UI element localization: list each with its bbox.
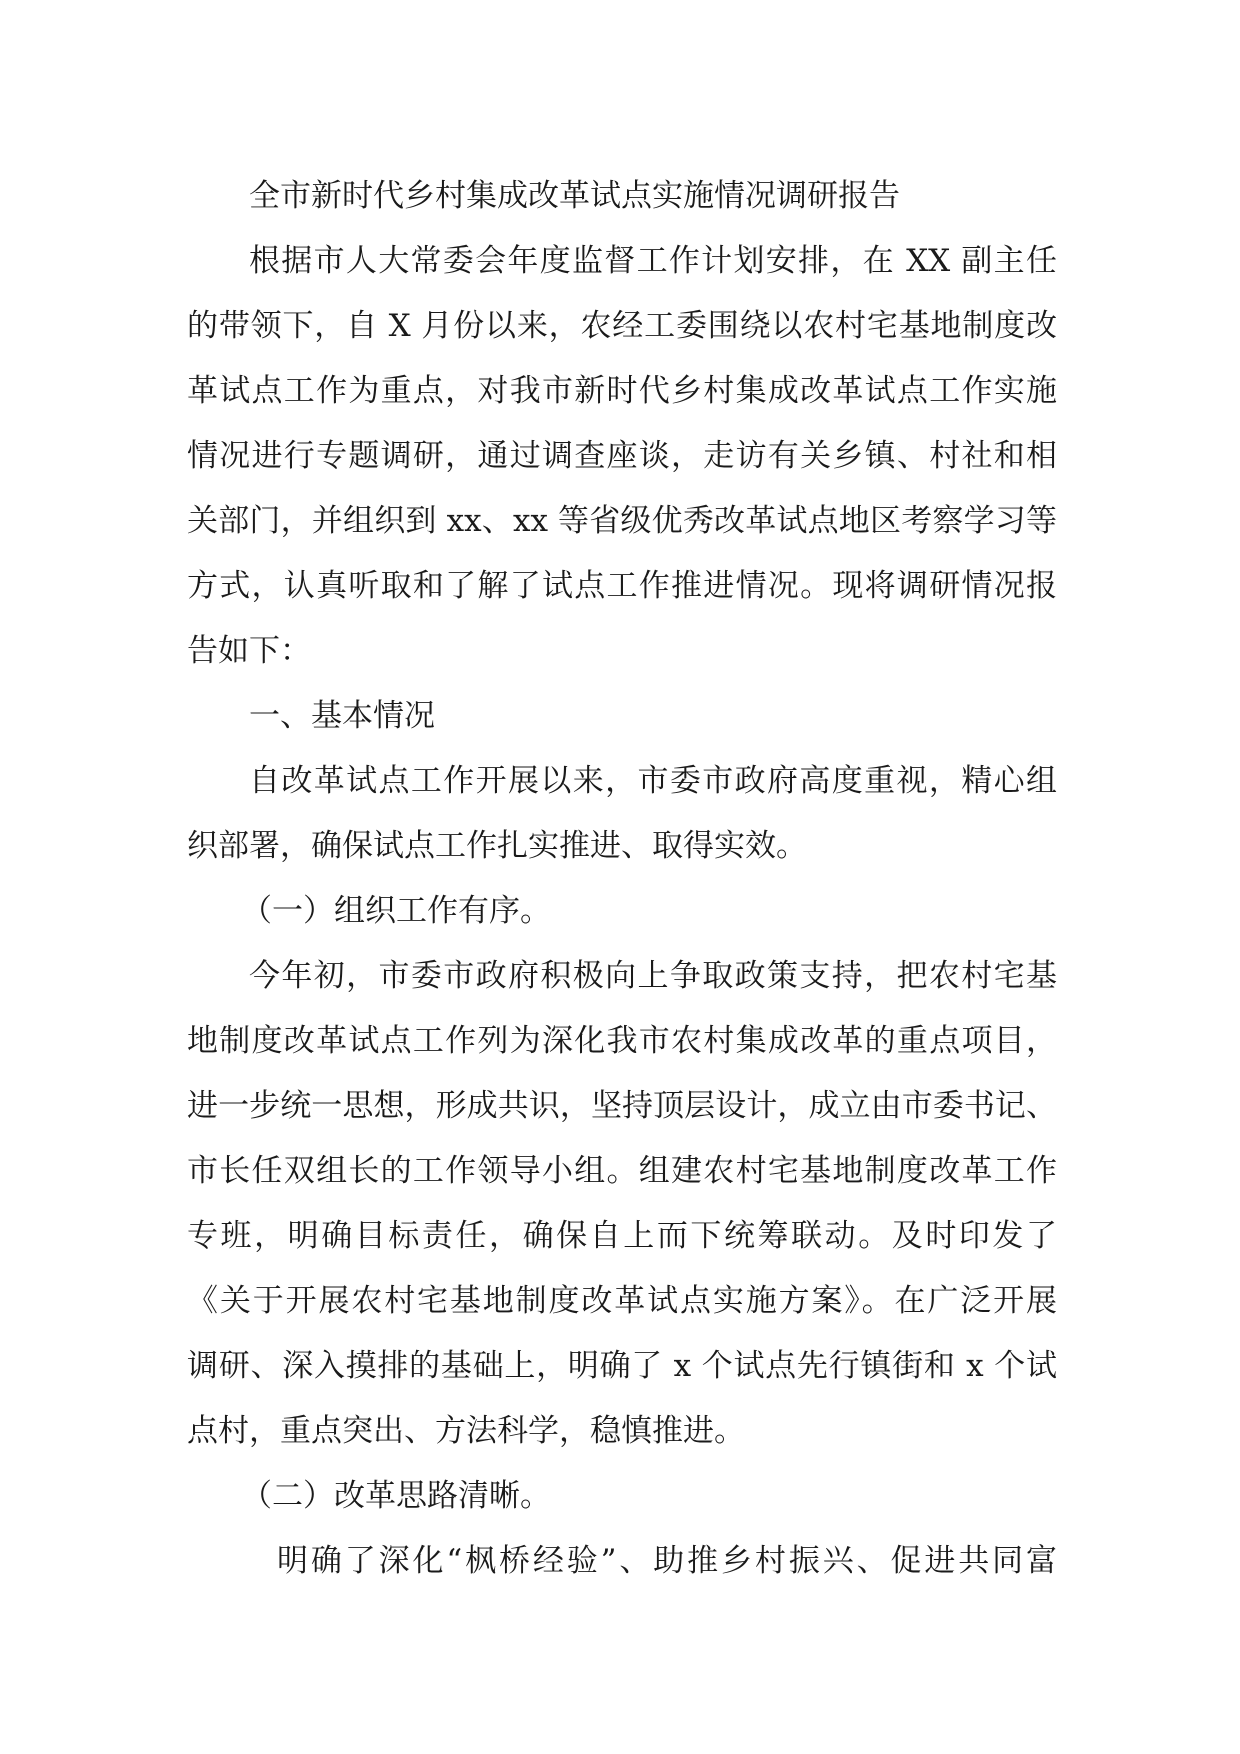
paragraph-line: 告如下： <box>187 633 311 669</box>
subsection-heading: （一）组织工作有序。 <box>241 893 551 929</box>
paragraph-line: 织部署，确保试点工作扎实推进、取得实效。 <box>187 828 807 864</box>
intro-paragraph <box>187 229 1057 684</box>
paragraph-line: 革试点工作为重点，对我市新时代乡村集成改革试点工作实施 <box>187 373 1057 409</box>
paragraph-line: 专班，明确目标责任，确保自上而下统筹联动。及时印发了 <box>187 1218 1057 1254</box>
paragraph-line: 进一步统一思想，形成共识，坚持顶层设计，成立由市委书记、 <box>187 1088 1057 1124</box>
paragraph-line: 点村，重点突出、方法科学，稳慎推进。 <box>187 1413 745 1449</box>
paragraph-line: 根据市人大常委会年度监督工作计划安排，在 XX 副主任 <box>249 243 1057 279</box>
subsection-heading: （二）改革思路清晰。 <box>241 1478 551 1514</box>
paragraph-line: 明确了深化“枫桥经验”、助推乡村振兴、促进共同富 <box>277 1543 1057 1579</box>
paragraph-line: 《关于开展农村宅基地制度改革试点实施方案》。在广泛开展 <box>187 1283 1057 1319</box>
paragraph-line: 今年初，市委市政府积极向上争取政策支持，把农村宅基 <box>249 958 1057 994</box>
section-1-paragraph <box>187 749 1057 879</box>
subsection-1-paragraph <box>187 944 1057 1464</box>
paragraph-line: 关部门，并组织到 xx、xx 等省级优秀改革试点地区考察学习等 <box>187 503 1057 539</box>
paragraph-line: 地制度改革试点工作列为深化我市农村集成改革的重点项目， <box>187 1023 1057 1059</box>
paragraph-line: 情况进行专题调研，通过调查座谈，走访有关乡镇、村社和相 <box>187 438 1057 474</box>
subsection-2-paragraph <box>187 1529 1057 1594</box>
paragraph-line: 市长任双组长的工作领导小组。组建农村宅基地制度改革工作 <box>187 1153 1057 1189</box>
paragraph-line: 的带领下，自 X 月份以来，农经工委围绕以农村宅基地制度改 <box>187 308 1057 344</box>
document-body <box>187 164 1057 1594</box>
paragraph-line: 方式，认真听取和了解了试点工作推进情况。现将调研情况报 <box>187 568 1057 604</box>
paragraph-line: 调研、深入摸排的基础上，明确了 x 个试点先行镇街和 x 个试 <box>187 1348 1057 1384</box>
section-heading: 一、基本情况 <box>249 698 435 734</box>
page-title: 全市新时代乡村集成改革试点实施情况调研报告 <box>249 178 900 214</box>
paragraph-line: 自改革试点工作开展以来，市委市政府高度重视，精心组 <box>249 763 1057 799</box>
